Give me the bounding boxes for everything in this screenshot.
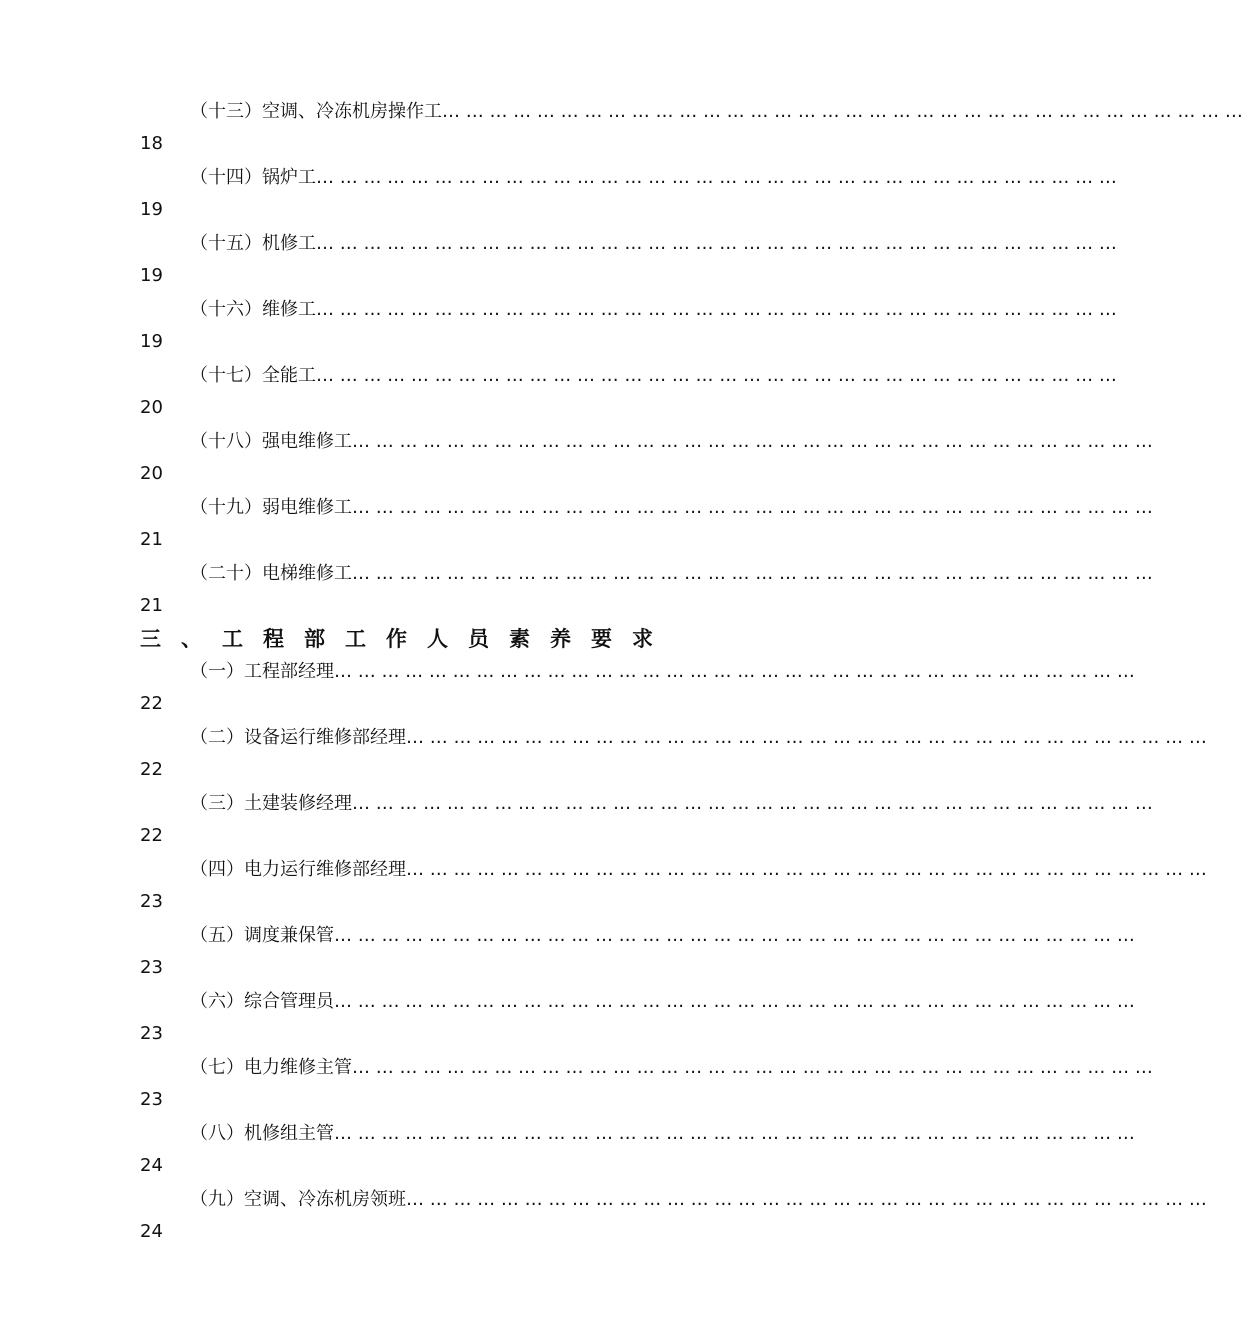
- toc-entry-page: 22: [140, 759, 163, 780]
- dot-leader: … … … … … … … … … … … … … … … … … … … … … … … … … … … … … … … … … …: [316, 365, 1117, 386]
- toc-entry-page: 18: [140, 133, 163, 154]
- toc-entry-label: （十三）空调、冷冻机房操作工: [190, 101, 442, 122]
- dot-leader: … … … … … … … … … … … … … … … … … … … … … … … … … … … … … … … … … …: [406, 1189, 1207, 1210]
- toc-entry-page: 24: [140, 1155, 163, 1176]
- toc-entry-label: （三）土建装修经理: [190, 793, 352, 814]
- dot-leader: … … … … … … … … … … … … … … … … … … … … … … … … … … … … … … … … … …: [406, 727, 1207, 748]
- dot-leader: … … … … … … … … … … … … … … … … … … … … … … … … … … … … … … … … … …: [406, 859, 1207, 880]
- section-heading[interactable]: 三、工程部工作人员素养要求: [140, 627, 673, 651]
- dot-leader: … … … … … … … … … … … … … … … … … … … … … … … … … … … … … … … … … …: [334, 661, 1135, 682]
- toc-entry-label: （二十）电梯维修工: [190, 563, 352, 584]
- toc-entry-page: 23: [140, 1089, 163, 1110]
- toc-entry-label: （一）工程部经理: [190, 661, 334, 682]
- toc-entry-label: （十八）强电维修工: [190, 431, 352, 452]
- dot-leader: … … … … … … … … … … … … … … … … … … … … … … … … … … … … … … … … … …: [352, 497, 1153, 518]
- toc-entry-label: （十五）机修工: [190, 233, 316, 254]
- toc-entry-page: 22: [140, 693, 163, 714]
- dot-leader: … … … … … … … … … … … … … … … … … … … … … … … … … … … … … … … … … …: [334, 925, 1135, 946]
- toc-entry-label: （十九）弱电维修工: [190, 497, 352, 518]
- toc-entry-page: 22: [140, 825, 163, 846]
- dot-leader: … … … … … … … … … … … … … … … … … … … … … … … … … … … … … … … … … …: [352, 431, 1153, 452]
- toc-entry-page: 19: [140, 199, 163, 220]
- dot-leader: … … … … … … … … … … … … … … … … … … … … … … … … … … … … … … … … … …: [316, 299, 1117, 320]
- toc-entry-label: （二）设备运行维修部经理: [190, 727, 406, 748]
- toc-entry-page: 20: [140, 463, 163, 484]
- toc-entry-page: 19: [140, 265, 163, 286]
- toc-entry-page: 23: [140, 891, 163, 912]
- dot-leader: … … … … … … … … … … … … … … … … … … … … … … … … … … … … … … … … … …: [352, 563, 1153, 584]
- toc-entry-label: （九）空调、冷冻机房领班: [190, 1189, 406, 1210]
- toc-entry-label: （十七）全能工: [190, 365, 316, 386]
- toc-entry-page: 19: [140, 331, 163, 352]
- dot-leader: … … … … … … … … … … … … … … … … … … … … … … … … … … … … … … … … … …: [352, 1057, 1153, 1078]
- toc-entry-label: （五）调度兼保管: [190, 925, 334, 946]
- dot-leader: … … … … … … … … … … … … … … … … … … … … … … … … … … … … … … … … … …: [334, 1123, 1135, 1144]
- dot-leader: … … … … … … … … … … … … … … … … … … … … … … … … … … … … … … … … … …: [316, 233, 1117, 254]
- toc-entry-label: （四）电力运行维修部经理: [190, 859, 406, 880]
- toc-entry-page: 21: [140, 529, 163, 550]
- toc-entry-label: （八）机修组主管: [190, 1123, 334, 1144]
- dot-leader: … … … … … … … … … … … … … … … … … … … … … … … … … … … … … … … … … …: [334, 991, 1135, 1012]
- toc-entry-page: 23: [140, 957, 163, 978]
- dot-leader: … … … … … … … … … … … … … … … … … … … … … … … … … … … … … … … … … …: [352, 793, 1153, 814]
- toc-entry-label: （十四）锅炉工: [190, 167, 316, 188]
- toc-entry-page: 24: [140, 1221, 163, 1242]
- dot-leader: … … … … … … … … … … … … … … … … … … … … … … … … … … … … … … … … … …: [442, 101, 1243, 122]
- toc-entry-label: （六）综合管理员: [190, 991, 334, 1012]
- toc-entry-page: 20: [140, 397, 163, 418]
- toc-entry-label: （十六）维修工: [190, 299, 316, 320]
- toc-entry-label: （七）电力维修主管: [190, 1057, 352, 1078]
- dot-leader: … … … … … … … … … … … … … … … … … … … … … … … … … … … … … … … … … …: [316, 167, 1117, 188]
- toc-entry-page: 21: [140, 595, 163, 616]
- toc-entry-page: 23: [140, 1023, 163, 1044]
